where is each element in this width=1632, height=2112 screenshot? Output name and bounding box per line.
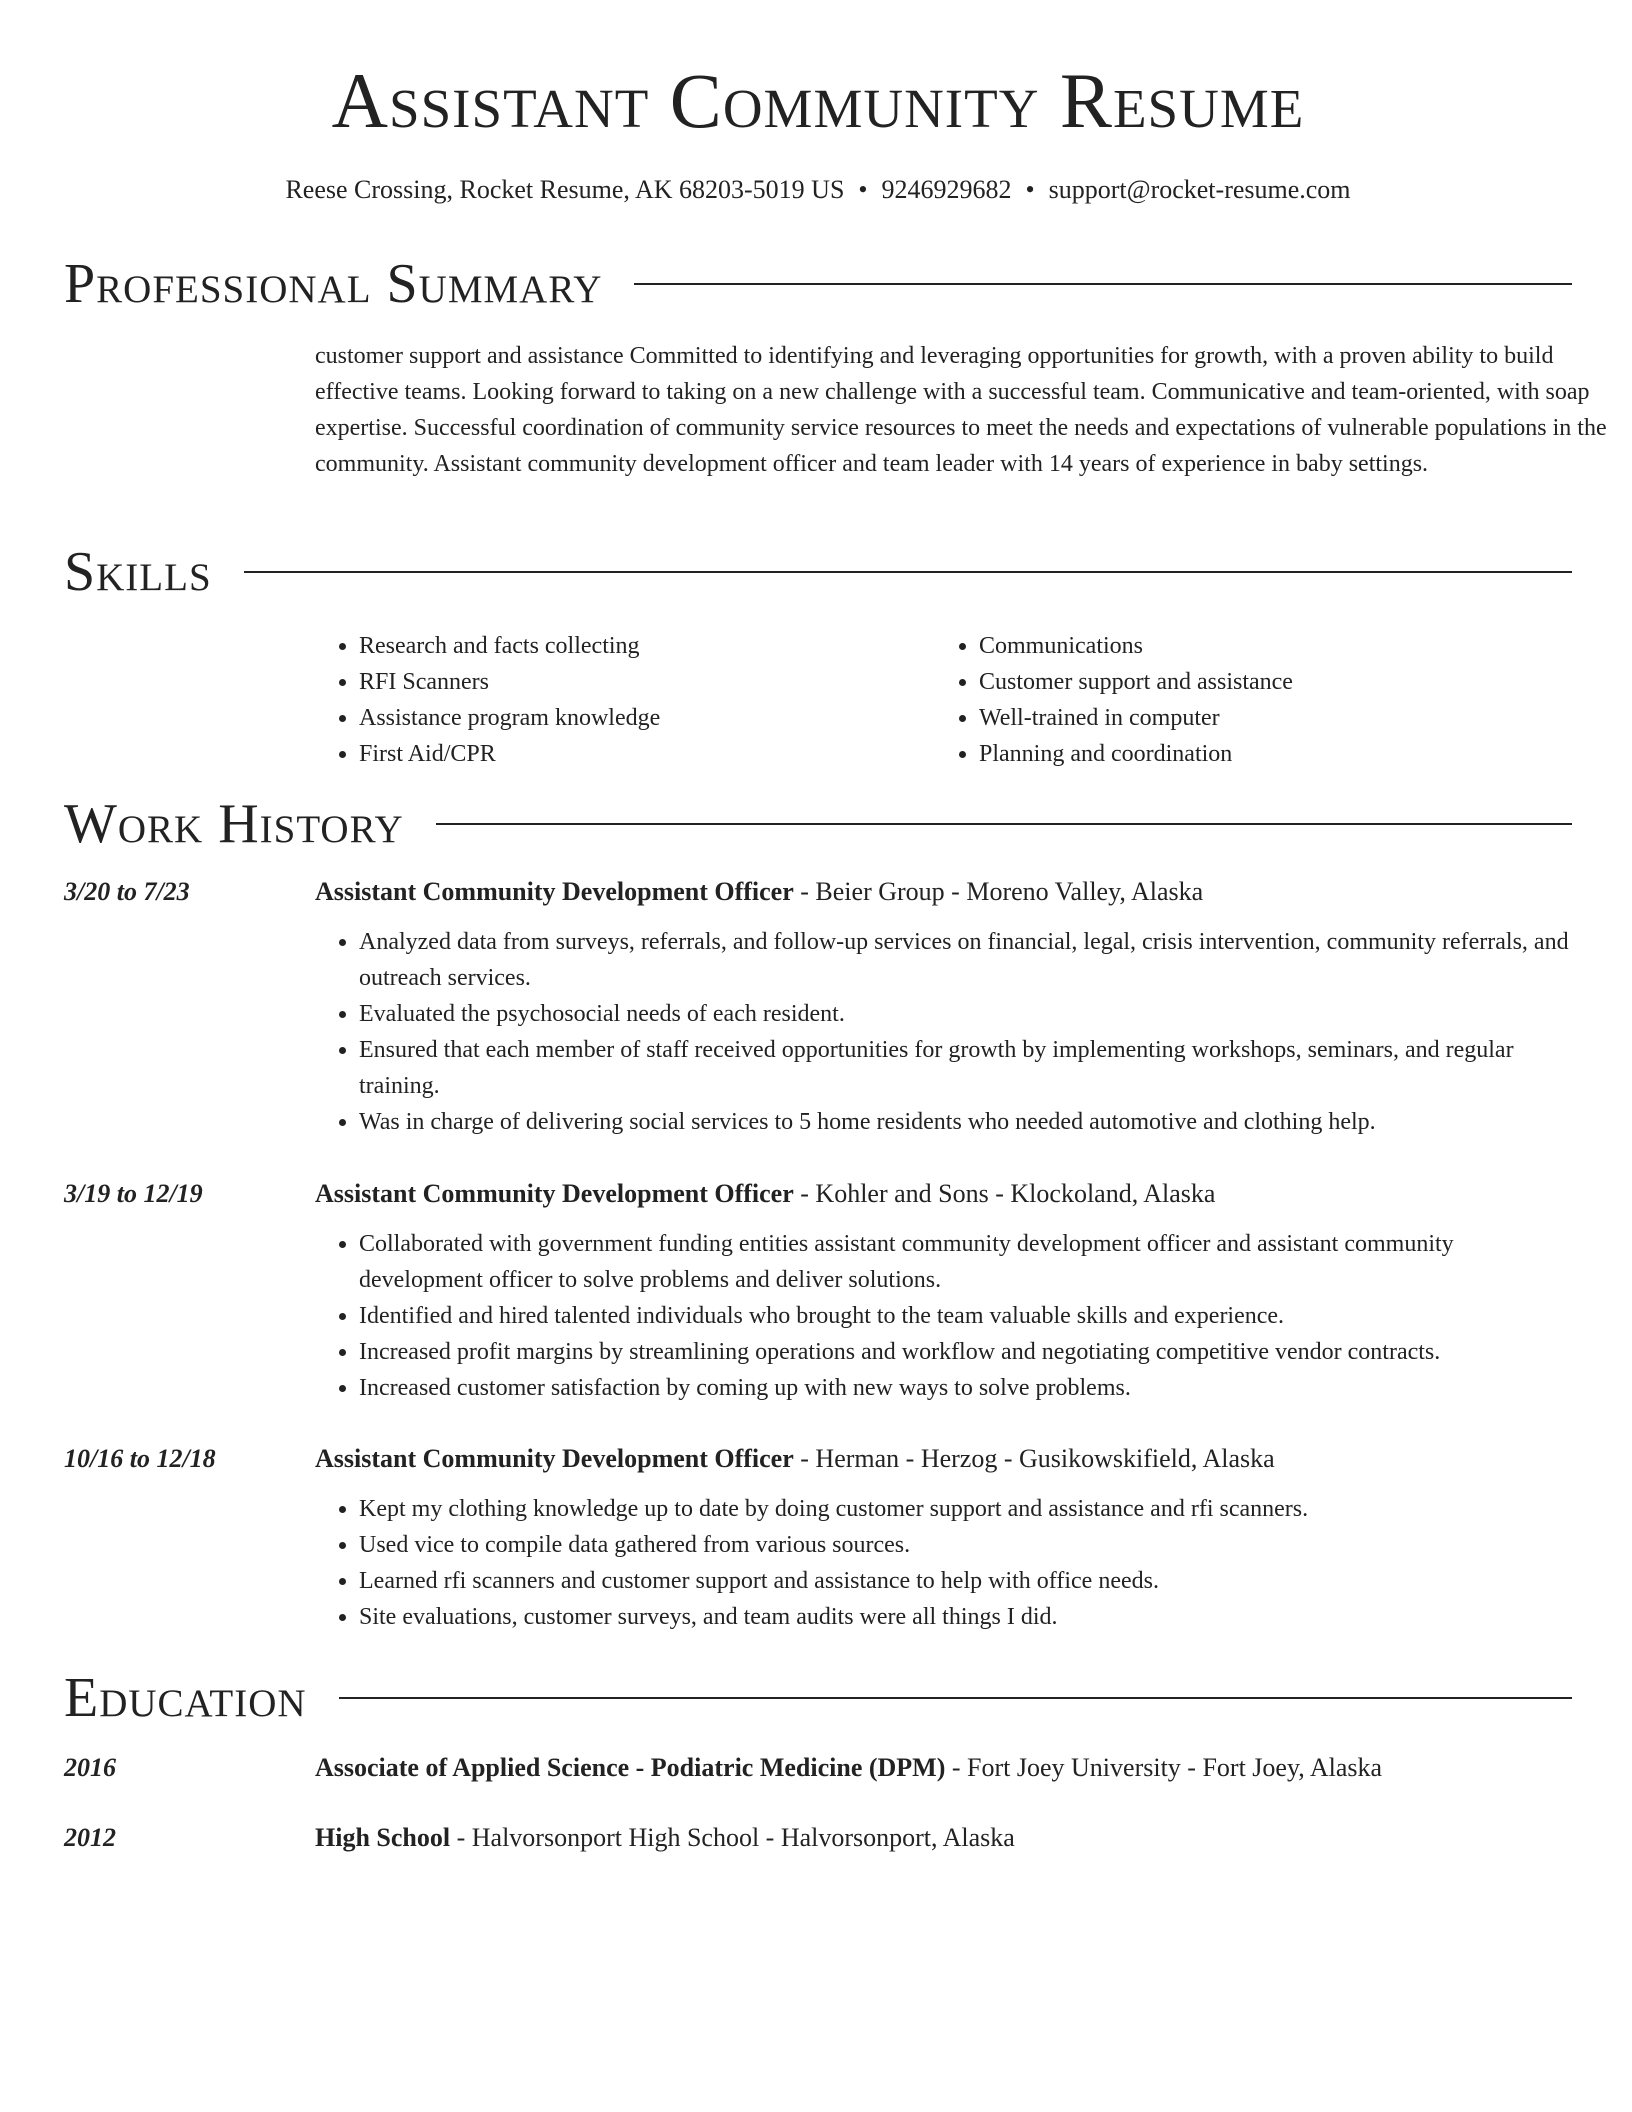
skills-column-left bbox=[315, 628, 935, 772]
job-employer: - Beier Group - Moreno Valley, Alaska bbox=[793, 877, 1204, 906]
education-details bbox=[315, 1750, 1382, 1786]
job-entry bbox=[64, 1441, 1572, 1635]
skill-item: • RFI Scanners bbox=[359, 664, 935, 700]
skill-item: • Communications bbox=[979, 628, 1555, 664]
job-bullets bbox=[315, 1491, 1572, 1635]
contact-separator: • bbox=[1025, 175, 1035, 204]
job-title-line bbox=[315, 874, 1572, 910]
skill-item: • First Aid/CPR bbox=[359, 736, 935, 772]
section-divider bbox=[339, 1697, 1572, 1699]
skills-column-right bbox=[935, 628, 1555, 772]
skill-item: • Assistance program knowledge bbox=[359, 700, 935, 736]
job-bullet: • Learned rfi scanners and customer support and assistance to help with office needs. bbox=[359, 1563, 1572, 1599]
section-divider bbox=[634, 283, 1572, 285]
section-divider bbox=[436, 823, 1572, 825]
skills-list bbox=[315, 628, 1565, 772]
job-title-line bbox=[315, 1176, 1572, 1212]
job-header bbox=[64, 1441, 1572, 1477]
job-bullets bbox=[315, 924, 1572, 1140]
summary-text: customer support and assistance Committed to identifying and leveraging opportunities for growth, with a proven ability to build effective teams. Looking forward to taking on a new challenge with a successful team. Communicative and team-oriented, with soap expertise. Successful coordination of community service resources to meet the needs and expectations of vulnerable populations in the community. Assistant community development officer and team leader with 14 years of experience in baby settings. bbox=[315, 343, 1607, 477]
section-divider bbox=[244, 571, 1572, 573]
job-title-line bbox=[315, 1441, 1572, 1477]
education-entry bbox=[64, 1820, 1572, 1856]
job-employer: - Kohler and Sons - Klockoland, Alaska bbox=[793, 1179, 1216, 1208]
job-bullet: • Increased customer satisfaction by coming up with new ways to solve problems. bbox=[359, 1370, 1572, 1406]
job-bullet: • Site evaluations, customer surveys, and team audits were all things I did. bbox=[359, 1599, 1572, 1635]
job-dates: 3/20 to 7/23 bbox=[64, 877, 190, 906]
job-bullet: • Evaluated the psychosocial needs of each resident. bbox=[359, 996, 1572, 1032]
job-header bbox=[64, 874, 1572, 910]
education-section-header bbox=[64, 1666, 1572, 1730]
skill-item: • Planning and coordination bbox=[979, 736, 1555, 772]
skill-item: • Customer support and assistance bbox=[979, 664, 1555, 700]
job-bullets bbox=[315, 1226, 1572, 1406]
education-school: - Halvorsonport High School - Halvorsonport, Alaska bbox=[450, 1823, 1015, 1852]
job-dates: 3/19 to 12/19 bbox=[64, 1179, 203, 1208]
work-heading: Work History bbox=[64, 793, 404, 855]
job-bullet: • Ensured that each member of staff received opportunities for growth by implementing workshops, seminars, and regular training. bbox=[359, 1032, 1572, 1104]
education-year: 2016 bbox=[64, 1753, 116, 1782]
skill-item: • Research and facts collecting bbox=[359, 628, 935, 664]
job-dates: 10/16 to 12/18 bbox=[64, 1444, 216, 1473]
job-bullet: • Increased profit margins by streamlining operations and workflow and negotiating competitive vendor contracts. bbox=[359, 1334, 1572, 1370]
contact-separator: • bbox=[858, 175, 868, 204]
education-entry bbox=[64, 1750, 1572, 1786]
job-bullet: • Identified and hired talented individuals who brought to the team valuable skills and experience. bbox=[359, 1298, 1572, 1334]
resume-title: Assistant Community Resume bbox=[331, 57, 1305, 144]
skill-item: • Well-trained in computer bbox=[979, 700, 1555, 736]
education-degree: Associate of Applied Science - Podiatric Medicine (DPM) bbox=[315, 1753, 946, 1782]
job-entry bbox=[64, 874, 1572, 1140]
education-year: 2012 bbox=[64, 1823, 116, 1852]
skills-section-header bbox=[64, 540, 1572, 604]
summary-section-header bbox=[64, 252, 1572, 316]
job-role: Assistant Community Development Officer bbox=[315, 877, 794, 906]
job-bullet: • Used vice to compile data gathered from various sources. bbox=[359, 1527, 1572, 1563]
job-employer: - Herman - Herzog - Gusikowskifield, Alaska bbox=[793, 1444, 1275, 1473]
job-role: Assistant Community Development Officer bbox=[315, 1444, 794, 1473]
contact-line bbox=[64, 175, 1572, 205]
contact-email: support@rocket-resume.com bbox=[1048, 175, 1351, 204]
summary-heading: Professional Summary bbox=[64, 253, 603, 315]
education-school: - Fort Joey University - Fort Joey, Alaska bbox=[945, 1753, 1383, 1782]
job-entry bbox=[64, 1176, 1572, 1406]
job-role: Assistant Community Development Officer bbox=[315, 1179, 794, 1208]
education-degree: High School bbox=[315, 1823, 451, 1852]
education-heading: Education bbox=[64, 1667, 307, 1729]
education-details bbox=[315, 1820, 1015, 1856]
job-bullet: • Analyzed data from surveys, referrals, and follow-up services on financial, legal, crisis intervention, community referrals, and outreach services. bbox=[359, 924, 1572, 996]
job-bullet: • Was in charge of delivering social services to 5 home residents who needed automotive and clothing help. bbox=[359, 1104, 1572, 1140]
contact-address: Reese Crossing, Rocket Resume, AK 68203-5019 US bbox=[285, 175, 845, 204]
skills-heading: Skills bbox=[64, 541, 212, 603]
contact-phone: 9246929682 bbox=[881, 175, 1012, 204]
work-section-header bbox=[64, 792, 1572, 856]
job-bullet: • Kept my clothing knowledge up to date by doing customer support and assistance and rfi scanners. bbox=[359, 1491, 1572, 1527]
job-bullet: • Collaborated with government funding entities assistant community development officer and assistant community development officer to solve problems and deliver solutions. bbox=[359, 1226, 1572, 1298]
job-header bbox=[64, 1176, 1572, 1212]
